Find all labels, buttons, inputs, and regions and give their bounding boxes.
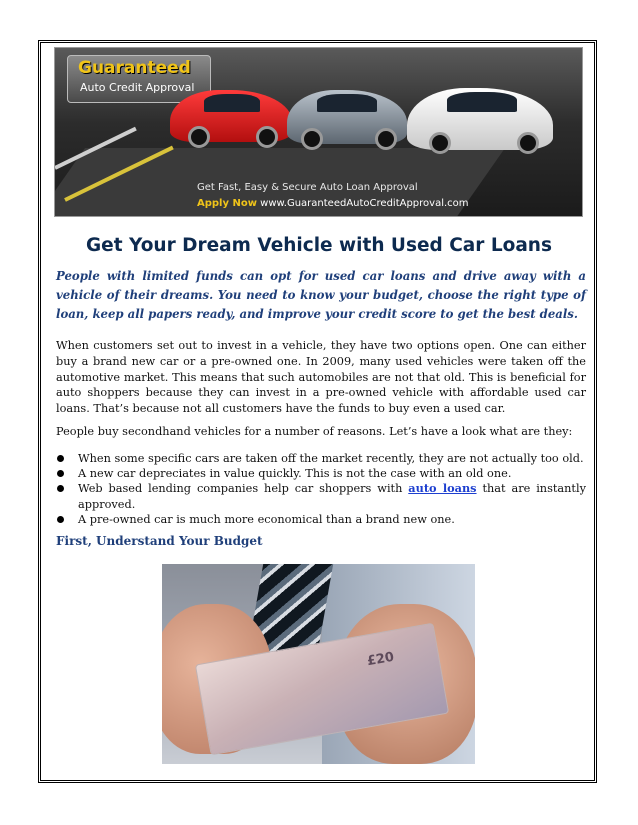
page-title: Get Your Dream Vehicle with Used Car Loans <box>86 235 552 256</box>
body-paragraph: People buy secondhand vehicles for a number of reasons. Let’s have a look what are they: <box>56 425 573 438</box>
white-car-image <box>407 88 553 150</box>
apply-now-text[interactable] <box>197 198 469 209</box>
apply-url[interactable]: www.GuaranteedAutoCreditApproval.com <box>260 198 469 209</box>
logo-title: Guaranteed <box>78 58 191 78</box>
list-item: Web based lending companies help car shoppers with auto loans that are instantly approved. <box>56 481 586 511</box>
list-item: A pre-owned car is much more economical than a brand new one. <box>56 512 586 527</box>
list-item: A new car depreciates in value quickly. This is not the case with an old one. <box>56 466 586 481</box>
bullet-icon <box>57 516 64 523</box>
bullet-icon <box>57 455 64 462</box>
banner-tagline: Get Fast, Easy & Secure Auto Loan Approval <box>197 182 418 193</box>
silver-car-image <box>287 90 407 144</box>
logo-subtitle: Auto Credit Approval <box>80 81 195 94</box>
bullet-icon <box>57 485 64 492</box>
red-car-image <box>170 90 292 142</box>
header-banner <box>54 47 583 217</box>
intro-paragraph: People with limited funds can opt for used car loans and drive away with a vehicle of their dreams. You need to know your budget, choose the right type of loan, keep all papers ready, and improve your credit score to get the best deals. <box>56 269 586 321</box>
banknote-value: £20 <box>365 649 396 670</box>
bullet-icon <box>57 470 64 477</box>
list-item: When some specific cars are taken off the market recently, they are not actually too old. <box>56 451 586 466</box>
auto-loans-link[interactable]: auto loans <box>408 481 477 496</box>
apply-now-label: Apply Now <box>197 198 257 209</box>
section-heading: First, Understand Your Budget <box>56 534 263 548</box>
reasons-list <box>56 451 586 527</box>
money-photo <box>162 564 475 764</box>
body-paragraph: When customers set out to invest in a vehicle, they have two options open. One can either buy a brand new car or a pre-owned one. In 2009, many used vehicles were taken off the automotive market. This means that such automobiles are not that old. This is beneficial for auto shoppers because they can invest in a pre-owned vehicle with affordable used car loans. That’s because not all customers have the funds to buy even a used car. <box>56 339 586 416</box>
